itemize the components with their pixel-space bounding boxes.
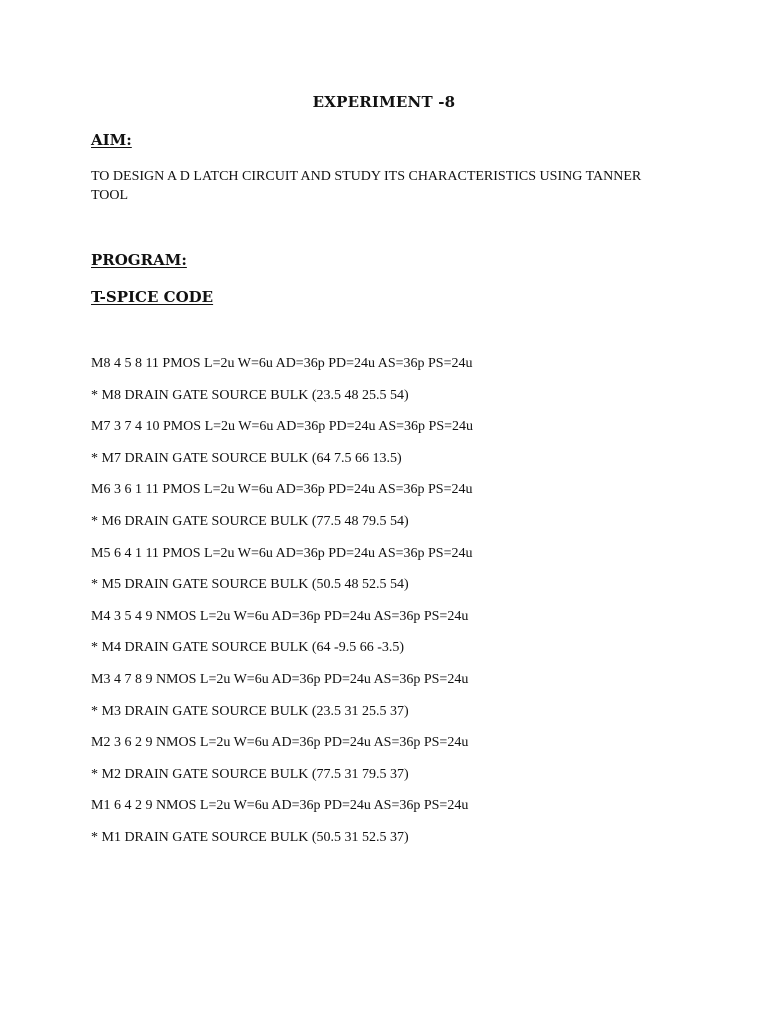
code-line: M1 6 4 2 9 NMOS L=2u W=6u AD=36p PD=24u AS=36p PS=24u: [91, 798, 469, 814]
aim-heading: AIM:: [91, 131, 132, 149]
tspice-code-heading: T-SPICE CODE: [91, 288, 214, 306]
code-comment-line: * M3 DRAIN GATE SOURCE BULK (23.5 31 25.5 37): [91, 703, 409, 719]
code-comment-line: * M6 DRAIN GATE SOURCE BULK (77.5 48 79.5 54): [91, 513, 409, 529]
code-comment-line: * M4 DRAIN GATE SOURCE BULK (64 -9.5 66 -3.5): [91, 640, 405, 656]
code-line: M5 6 4 1 11 PMOS L=2u W=6u AD=36p PD=24u AS=36p PS=24u: [91, 545, 473, 561]
code-line: M4 3 5 4 9 NMOS L=2u W=6u AD=36p PD=24u AS=36p PS=24u: [91, 608, 469, 624]
code-line: M8 4 5 8 11 PMOS L=2u W=6u AD=36p PD=24u AS=36p PS=24u: [91, 356, 473, 371]
code-comment-line: * M5 DRAIN GATE SOURCE BULK (50.5 48 52.5 54): [91, 577, 409, 593]
code-comment-line: * M1 DRAIN GATE SOURCE BULK (50.5 31 52.5 37): [91, 829, 409, 845]
spice-code-block: [91, 354, 731, 860]
page-title: EXPERIMENT -8: [312, 93, 456, 111]
code-line: M7 3 7 4 10 PMOS L=2u W=6u AD=36p PD=24u AS=36p PS=24u: [91, 419, 474, 435]
code-line: M3 4 7 8 9 NMOS L=2u W=6u AD=36p PD=24u AS=36p PS=24u: [91, 671, 469, 687]
code-comment-line: * M2 DRAIN GATE SOURCE BULK (77.5 31 79.5 37): [91, 766, 409, 782]
program-heading: PROGRAM:: [91, 251, 187, 269]
code-line: M2 3 6 2 9 NMOS L=2u W=6u AD=36p PD=24u AS=36p PS=24u: [91, 735, 469, 751]
code-comment-line: * M8 DRAIN GATE SOURCE BULK (23.5 48 25.5 54): [91, 387, 409, 403]
code-line: M6 3 6 1 11 PMOS L=2u W=6u AD=36p PD=24u AS=36p PS=24u: [91, 482, 473, 498]
code-comment-line: * M7 DRAIN GATE SOURCE BULK (64 7.5 66 13.5): [91, 450, 402, 466]
aim-text: TO DESIGN A D LATCH CIRCUIT AND STUDY ITS CHARACTERISTICS USING TANNER TOOL: [91, 169, 642, 203]
